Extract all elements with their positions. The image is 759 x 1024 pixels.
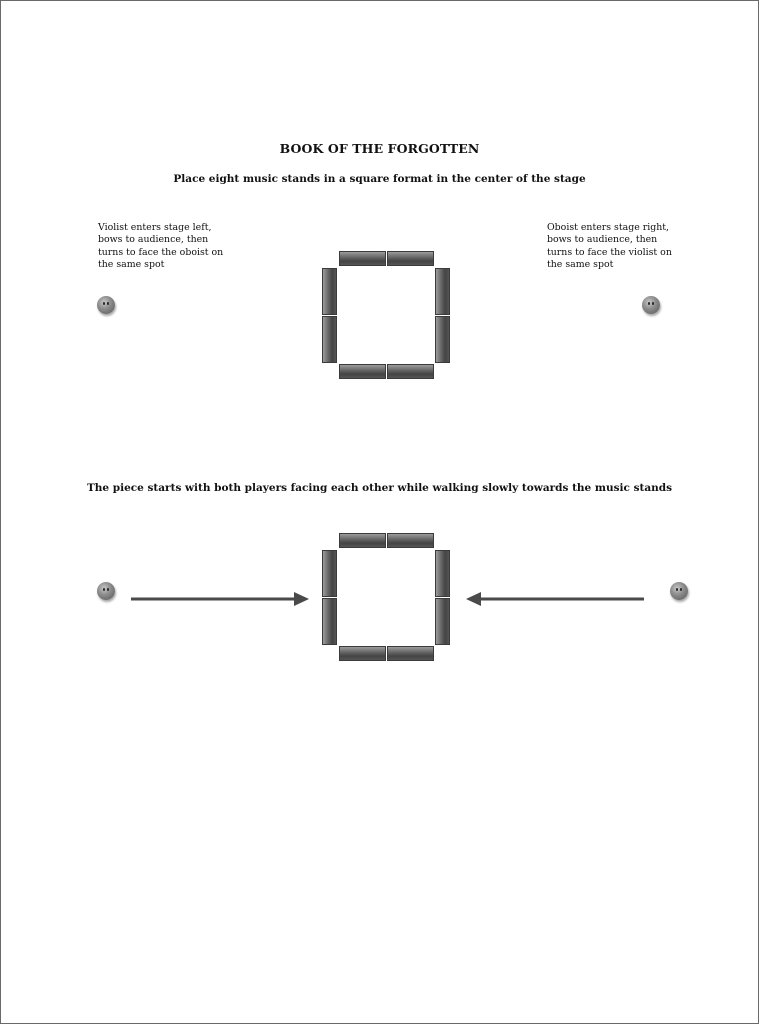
music-stand (322, 268, 337, 315)
violist-player-icon (97, 296, 115, 314)
oboist-player-icon (642, 296, 660, 314)
oboist-note-line: turns to face the violist on (547, 246, 672, 258)
music-stand (322, 598, 337, 645)
music-stand (387, 364, 434, 379)
eye-icon (103, 302, 105, 305)
music-stand (322, 316, 337, 363)
violist-note-line: the same spot (98, 258, 165, 270)
music-stand (339, 364, 386, 379)
music-stand (435, 268, 450, 315)
oboist-note (547, 222, 672, 271)
eye-icon (103, 588, 105, 591)
oboist-player-icon (670, 582, 688, 600)
violist-note (98, 222, 224, 271)
eye-icon (652, 302, 654, 305)
music-stand (387, 251, 434, 266)
eye-icon (648, 302, 650, 305)
eye-icon (107, 588, 109, 591)
arrow-left-icon (463, 590, 647, 608)
eye-icon (107, 302, 109, 305)
eye-icon (676, 588, 678, 591)
music-stand (435, 598, 450, 645)
oboist-note-line: Oboist enters stage right, (547, 222, 670, 233)
oboist-note-line: bows to audience, then (547, 234, 658, 246)
violist-note-line: turns to face the oboist on (98, 246, 224, 258)
music-stand (435, 316, 450, 363)
eye-icon (680, 588, 682, 591)
music-stand (387, 646, 434, 661)
music-stand (435, 550, 450, 597)
music-stand (387, 533, 434, 548)
page-title: BOOK OF THE FORGOTTEN (279, 141, 480, 156)
music-stand (322, 550, 337, 597)
music-stand (339, 646, 386, 661)
music-stand (339, 533, 386, 548)
violist-player-icon (97, 582, 115, 600)
start-instruction: The piece starts with both players facing each other while walking slowly towards the music stands (86, 482, 673, 494)
violist-note-line: bows to audience, then (98, 234, 209, 246)
setup-instruction: Place eight music stands in a square format in the center of the stage (173, 173, 586, 185)
music-stand-square-bottom (320, 532, 455, 667)
oboist-note-line: the same spot (547, 258, 614, 270)
arrow-right-icon (128, 590, 312, 608)
music-stand (339, 251, 386, 266)
violist-note-line: Violist enters stage left, (98, 222, 212, 233)
music-stand-square-top (320, 250, 455, 385)
